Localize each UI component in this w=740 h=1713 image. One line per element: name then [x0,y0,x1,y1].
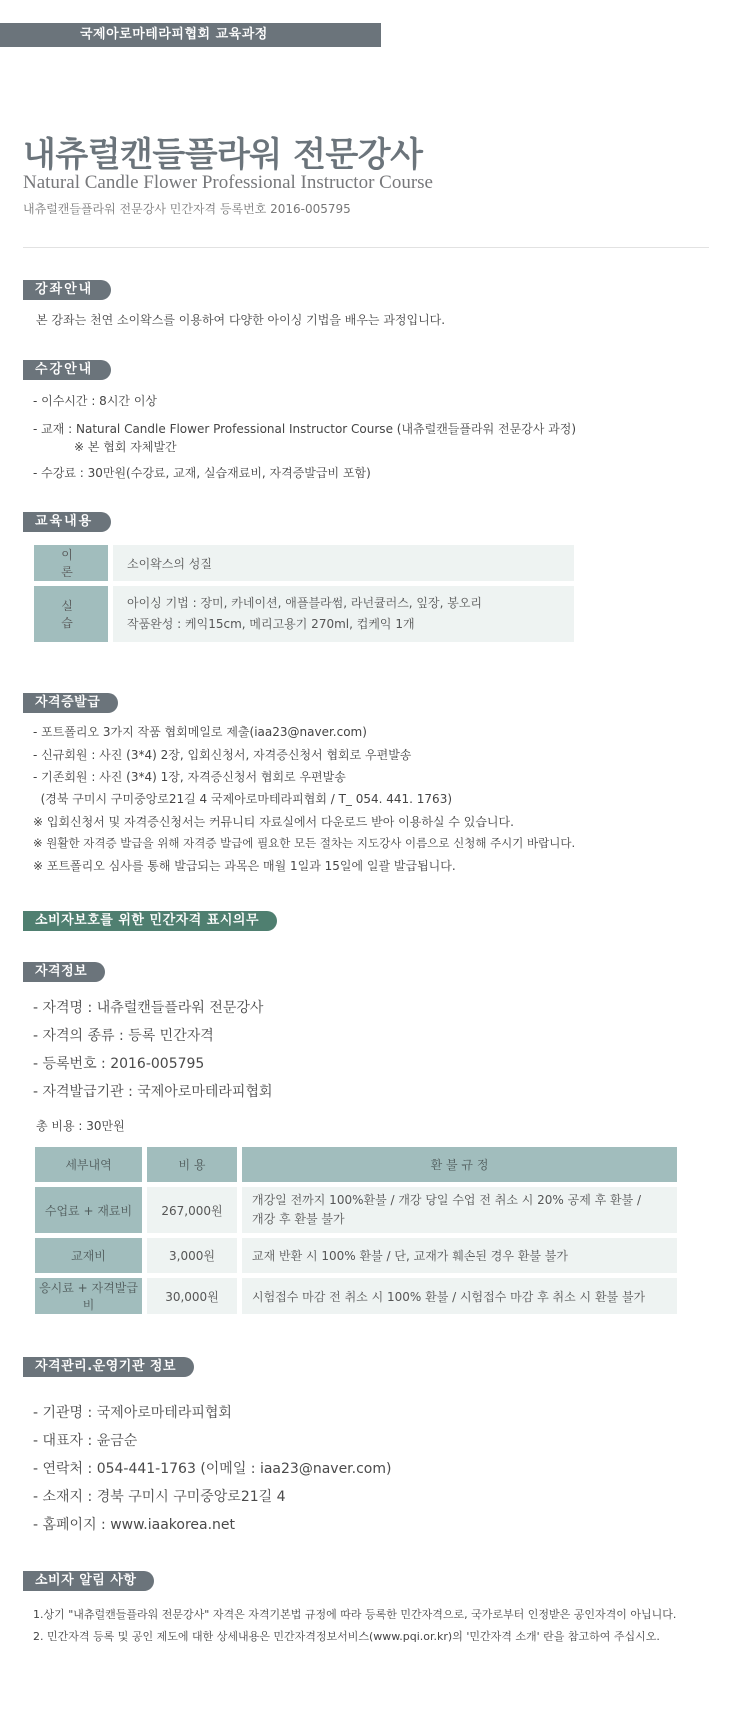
curriculum-row-label: 이 론 [34,545,108,581]
divider [23,247,709,248]
total-cost: 총 비용 : 30만원 [36,1119,125,1133]
fee-policy-line: 개강 후 환불 불가 [252,1212,345,1226]
fee-header: 환 불 규 정 [242,1147,677,1182]
fee-policy-line: 개강일 전까지 100%환불 / 개강 당일 수업 전 취소 시 20% 공제 후 환불 / [252,1193,642,1207]
notice-line: 2. 민간자격 등록 및 공인 제도에 대한 상세내용은 민간자격정보서비스(www.pqi.or.kr)의 '민간자격 소개' 란을 참고하여 주십시오. [33,1630,660,1643]
certificate-issue-line: ※ 입회신청서 및 자격증신청서는 커뮤니티 자료실에서 다운로드 받아 이용하실 수 있습니다. [33,815,514,829]
fee-item: 수업료 + 재료비 [35,1187,142,1233]
course-intro-text: 본 강좌는 천연 소이왁스를 이용하여 다양한 아이싱 기법을 배우는 과정입니다. [36,313,446,327]
fee-cost: 267,000원 [147,1187,237,1233]
management-line: - 대표자 : 윤금순 [33,1433,138,1449]
section-label-cert-info: 자격정보 [23,962,105,982]
curriculum-row-content [113,586,574,642]
page-subtitle-en: Natural Candle Flower Professional Instructor Course [23,172,433,193]
section-label-course-intro: 강좌안내 [23,280,111,300]
attendance-hours: - 이수시간 : 8시간 이상 [33,394,158,408]
certificate-issue-line: - 기존회원 : 사진 (3*4) 1장, 자격증신청서 협회로 우편발송 [33,770,346,784]
cert-info-line: - 자격의 종류 : 등록 민간자격 [33,1028,214,1044]
fee-cost: 30,000원 [147,1278,237,1314]
page-title: 내츄럴캔들플라워 전문강사 [23,135,423,175]
fee-cost: 3,000원 [147,1238,237,1273]
section-label-notice: 소비자 알림 사항 [23,1571,154,1591]
section-label-consumer-protection: 소비자보호를 위한 민간자격 표시의무 [23,911,277,931]
fee-header: 비 용 [147,1147,237,1182]
fee-item: 교재비 [35,1238,142,1273]
fee-policy [242,1187,677,1233]
notice-line: 1.상기 "내츄럴캔들플라워 전문강사" 자격은 자격기본법 규정에 따라 등록한 민간자격으로, 국가로부터 인정받은 공인자격이 아닙니다. [33,1608,677,1621]
curriculum-row-content: 소이왁스의 성질 [113,545,574,581]
cert-info-line: - 자격명 : 내츄럴캔들플라워 전문강사 [33,1000,264,1016]
section-label-certificate-issue: 자격증발급 [23,693,118,713]
management-line: - 소재지 : 경북 구미시 구미중앙로21길 4 [33,1489,286,1505]
management-line: - 기관명 : 국제아로마테라피협회 [33,1405,232,1421]
section-label-curriculum: 교육내용 [23,512,111,532]
certificate-issue-line: (경북 구미시 구미중앙로21길 4 국제아로마테라피협회 / T_ 054. 441. 1763) [33,792,453,806]
management-line: - 연락처 : 054-441-1763 (이메일 : iaa23@naver.com) [33,1461,392,1477]
cert-info-line: - 등록번호 : 2016-005795 [33,1056,205,1072]
fee-policy: 교재 반환 시 100% 환불 / 단, 교재가 훼손된 경우 환불 불가 [242,1238,677,1273]
attendance-textbook-note: ※ 본 협회 자체발간 [74,440,177,454]
certificate-issue-line: ※ 포트폴리오 심사를 통해 발급되는 과목은 매월 1일과 15일에 일괄 발급됩니다. [33,859,456,873]
registration-line: 내츄럴캔들플라워 전문강사 민간자격 등록번호 2016-005795 [23,202,351,216]
curriculum-row-label: 실 습 [34,586,108,642]
curriculum-line: 작품완성 : 케익15cm, 메리고용기 270ml, 컵케익 1개 [127,617,415,631]
curriculum-table [29,540,579,647]
fee-header: 세부내역 [35,1147,142,1182]
section-label-management: 자격관리.운영기관 정보 [23,1357,194,1377]
cert-info-line: - 자격발급기관 : 국제아로마테라피협회 [33,1084,273,1100]
fee-item: 응시료 + 자격발급비 [35,1278,142,1314]
certificate-issue-line: - 신규회원 : 사진 (3*4) 2장, 입회신청서, 자격증신청서 협회로 우편발송 [33,748,412,762]
curriculum-line: 아이싱 기법 : 장미, 카네이션, 애플블라썸, 라넌큘러스, 잎장, 봉오리 [127,596,483,610]
attendance-textbook: - 교재 : Natural Candle Flower Professional Instructor Course (내츄럴캔들플라워 전문강사 과정) [33,422,577,436]
fee-policy: 시험접수 마감 전 취소 시 100% 환불 / 시험접수 마감 후 취소 시 환불 불가 [242,1278,677,1314]
fee-table [30,1142,682,1319]
section-label-attendance: 수강안내 [23,360,111,380]
management-line: - 홈페이지 : www.iaakorea.net [33,1517,236,1533]
attendance-fee: - 수강료 : 30만원(수강료, 교재, 실습재료비, 자격증발급비 포함) [33,466,371,480]
top-banner: 국제아로마테라피협회 교육과정 [0,23,381,47]
certificate-issue-line: - 포트폴리오 3가지 작품 협회메일로 제출(iaa23@naver.com) [33,725,367,739]
certificate-issue-line: ※ 원활한 자격증 발급을 위해 자격증 발급에 필요한 모든 절차는 지도강사 이름으로 신청해 주시기 바랍니다. [33,836,576,850]
